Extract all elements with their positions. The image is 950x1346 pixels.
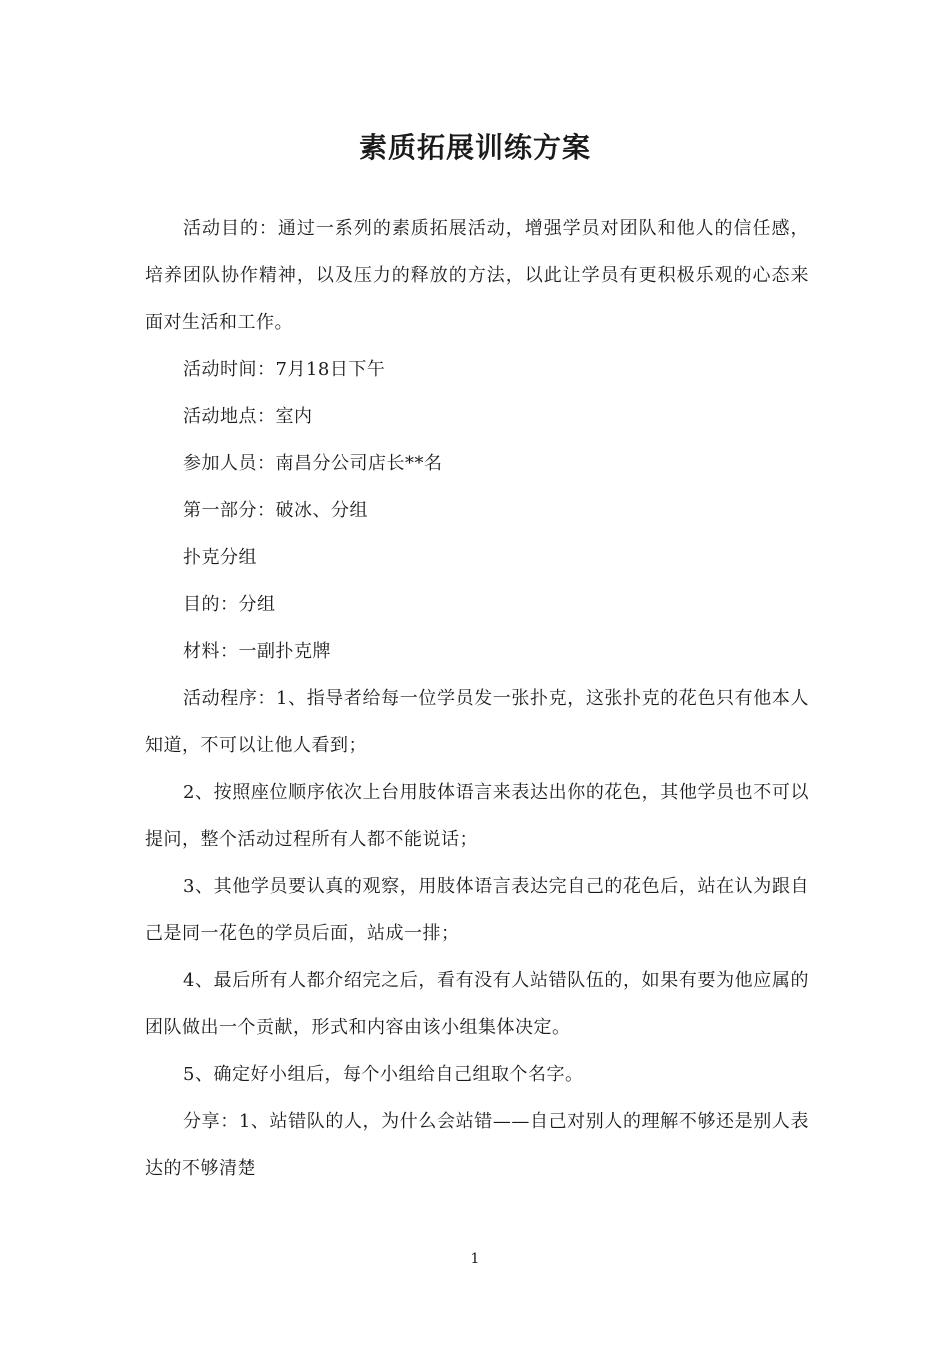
paragraph-purpose: 活动目的：通过一系列的素质拓展活动，增强学员对团队和他人的信任感，培养团队协作精神，以及压力的释放的方法，以此让学员有更积极乐观的心态来面对生活和工作。 bbox=[145, 218, 809, 333]
paragraph-goal: 目的：分组 bbox=[183, 594, 276, 615]
document-body bbox=[145, 205, 809, 1192]
paragraph-procedure-3: 3、其他学员要认真的观察，用肢体语言表达完自己的花色后，站在认为跟自己是同一花色的学员后面，站成一排； bbox=[145, 876, 809, 944]
paragraph-procedure-4: 4、最后所有人都介绍完之后，看有没有人站错队伍的，如果有要为他应属的团队做出一个贡献，形式和内容由该小组集体决定。 bbox=[145, 970, 809, 1038]
paragraph-procedure-2: 2、按照座位顺序依次上台用肢体语言来表达出你的花色，其他学员也不可以提问，整个活动过程所有人都不能说话； bbox=[145, 782, 809, 850]
paragraph-poker-grouping: 扑克分组 bbox=[183, 547, 257, 568]
paragraph-location: 活动地点：室内 bbox=[183, 406, 313, 427]
paragraph-procedure-1: 活动程序：1、指导者给每一位学员发一张扑克，这张扑克的花色只有他本人知道，不可以让他人看到； bbox=[145, 688, 809, 756]
paragraph-part-one: 第一部分：破冰、分组 bbox=[183, 500, 368, 521]
paragraph-procedure-5: 5、确定好小组后，每个小组给自己组取个名字。 bbox=[183, 1064, 584, 1085]
paragraph-time: 活动时间：7月18日下午 bbox=[183, 359, 386, 380]
document-title: 素质拓展训练方案 bbox=[358, 131, 591, 164]
paragraph-participants: 参加人员：南昌分公司店长**名 bbox=[183, 453, 443, 474]
paragraph-materials: 材料：一副扑克牌 bbox=[183, 641, 331, 662]
paragraph-sharing: 分享：1、站错队的人，为什么会站错——自己对别人的理解不够还是别人表达的不够清楚 bbox=[145, 1111, 809, 1179]
page-number: 1 bbox=[470, 1251, 480, 1267]
